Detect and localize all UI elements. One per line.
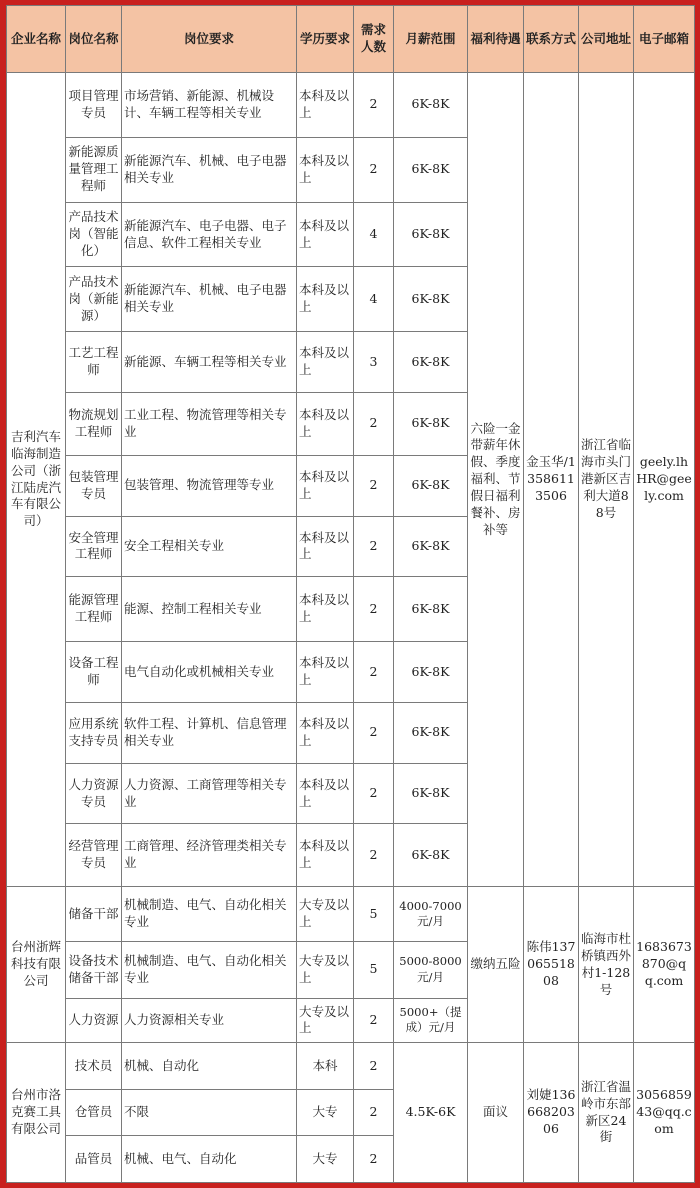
- job-education: 本科及以上: [297, 516, 354, 577]
- company-benefits: 六险一金带薪年休假、季度福利、节假日福利餐补、房补等: [468, 73, 524, 887]
- job-salary: 6K-8K: [394, 393, 468, 456]
- job-title: 应用系统支持专员: [66, 702, 122, 763]
- job-requirement: 机械、自动化: [122, 1043, 297, 1090]
- header-benefits: 福利待遇: [468, 6, 524, 73]
- job-requirement: 能源、控制工程相关专业: [122, 577, 297, 642]
- job-education: 本科及以上: [297, 267, 354, 332]
- job-count: 2: [354, 642, 394, 703]
- table-row: [7, 887, 695, 942]
- job-title: 设备技术储备干部: [66, 941, 122, 998]
- table-row: [7, 73, 695, 138]
- job-count: 3: [354, 332, 394, 393]
- job-count: 2: [354, 393, 394, 456]
- job-count: 5: [354, 887, 394, 942]
- job-title: 人力资源专员: [66, 763, 122, 824]
- job-requirement: 人力资源相关专业: [122, 998, 297, 1043]
- job-salary: 6K-8K: [394, 763, 468, 824]
- job-salary: 6K-8K: [394, 516, 468, 577]
- job-count: 2: [354, 763, 394, 824]
- job-education: 本科及以上: [297, 393, 354, 456]
- job-requirement: 不限: [122, 1089, 297, 1136]
- job-title: 安全管理工程师: [66, 516, 122, 577]
- company-benefits: 缴纳五险: [468, 887, 524, 1043]
- job-title: 经营管理专员: [66, 824, 122, 887]
- job-count: 2: [354, 577, 394, 642]
- company-email: geely.lhHR@geely.com: [634, 73, 695, 887]
- company-address: 浙江省临海市头门港新区吉利大道88号: [579, 73, 634, 887]
- company-address: 浙江省温岭市东部新区24街: [579, 1043, 634, 1183]
- header-requirements: 岗位要求: [122, 6, 297, 73]
- header-salary: 月薪范围: [394, 6, 468, 73]
- job-requirement: 电气自动化或机械相关专业: [122, 642, 297, 703]
- job-salary: 6K-8K: [394, 702, 468, 763]
- job-salary: 6K-8K: [394, 267, 468, 332]
- job-salary: 6K-8K: [394, 642, 468, 703]
- job-title: 仓管员: [66, 1089, 122, 1136]
- job-salary: 5000-8000元/月: [394, 941, 468, 998]
- company-salary: 4.5K-6K: [394, 1043, 468, 1183]
- job-title: 能源管理工程师: [66, 577, 122, 642]
- job-count: 2: [354, 1089, 394, 1136]
- job-requirement: 新能源、车辆工程等相关专业: [122, 332, 297, 393]
- job-salary: 6K-8K: [394, 577, 468, 642]
- job-requirement: 机械制造、电气、自动化相关专业: [122, 941, 297, 998]
- company-address: 临海市杜桥镇西外村1-128号: [579, 887, 634, 1043]
- company-name: 吉利汽车临海制造公司（浙江陆虎汽车有限公司）: [7, 73, 66, 887]
- job-requirement: 软件工程、计算机、信息管理相关专业: [122, 702, 297, 763]
- job-education: 本科: [297, 1043, 354, 1090]
- job-requirement: 机械、电气、自动化: [122, 1136, 297, 1183]
- company-name: 台州浙辉科技有限公司: [7, 887, 66, 1043]
- job-salary: 4000-7000元/月: [394, 887, 468, 942]
- company-name: 台州市洛克赛工具有限公司: [7, 1043, 66, 1183]
- company-email: 1683673870@qq.com: [634, 887, 695, 1043]
- job-education: 本科及以上: [297, 332, 354, 393]
- job-requirement: 市场营销、新能源、机械设计、车辆工程等相关专业: [122, 73, 297, 138]
- job-title: 储备干部: [66, 887, 122, 942]
- job-education: 本科及以上: [297, 202, 354, 267]
- job-requirement: 人力资源、工商管理等相关专业: [122, 763, 297, 824]
- job-requirement: 包装管理、物流管理等专业: [122, 455, 297, 516]
- job-education: 本科及以上: [297, 642, 354, 703]
- job-title: 产品技术岗（新能源）: [66, 267, 122, 332]
- job-salary: 6K-8K: [394, 202, 468, 267]
- job-salary: 6K-8K: [394, 455, 468, 516]
- job-title: 工艺工程师: [66, 332, 122, 393]
- job-requirement: 新能源汽车、电子电器、电子信息、软件工程相关专业: [122, 202, 297, 267]
- job-count: 2: [354, 702, 394, 763]
- job-count: 2: [354, 455, 394, 516]
- company-benefits: 面议: [468, 1043, 524, 1183]
- job-salary: 5000+（提成）元/月: [394, 998, 468, 1043]
- job-title: 人力资源: [66, 998, 122, 1043]
- job-title: 物流规划工程师: [66, 393, 122, 456]
- job-requirement: 工业工程、物流管理等相关专业: [122, 393, 297, 456]
- job-education: 大专: [297, 1136, 354, 1183]
- job-education: 大专及以上: [297, 998, 354, 1043]
- job-count: 2: [354, 137, 394, 202]
- job-count: 2: [354, 1043, 394, 1090]
- job-education: 本科及以上: [297, 702, 354, 763]
- job-requirement: 新能源汽车、机械、电子电器相关专业: [122, 267, 297, 332]
- job-count: 4: [354, 267, 394, 332]
- job-count: 4: [354, 202, 394, 267]
- job-title: 设备工程师: [66, 642, 122, 703]
- job-education: 大专及以上: [297, 941, 354, 998]
- header-count: 需求人数: [354, 6, 394, 73]
- table-row: [7, 1043, 695, 1090]
- job-title: 新能源质量管理工程师: [66, 137, 122, 202]
- header-email: 电子邮箱: [634, 6, 695, 73]
- header-address: 公司地址: [579, 6, 634, 73]
- header-education: 学历要求: [297, 6, 354, 73]
- job-salary: 6K-8K: [394, 137, 468, 202]
- company-email: 305685943@qq.com: [634, 1043, 695, 1183]
- job-title: 技术员: [66, 1043, 122, 1090]
- job-education: 本科及以上: [297, 577, 354, 642]
- job-listing-table: [6, 5, 695, 1183]
- company-contact: 刘婕13666820306: [524, 1043, 579, 1183]
- job-count: 2: [354, 824, 394, 887]
- job-education: 本科及以上: [297, 73, 354, 138]
- job-education: 本科及以上: [297, 824, 354, 887]
- company-contact: 金玉华/13586113506: [524, 73, 579, 887]
- header-contact: 联系方式: [524, 6, 579, 73]
- job-listing-table-frame: [6, 5, 694, 1183]
- job-salary: 6K-8K: [394, 73, 468, 138]
- job-requirement: 工商管理、经济管理类相关专业: [122, 824, 297, 887]
- job-education: 本科及以上: [297, 763, 354, 824]
- job-count: 2: [354, 73, 394, 138]
- job-salary: 6K-8K: [394, 332, 468, 393]
- company-contact: 陈伟13706551808: [524, 887, 579, 1043]
- header-position: 岗位名称: [66, 6, 122, 73]
- job-salary: 6K-8K: [394, 824, 468, 887]
- job-education: 大专及以上: [297, 887, 354, 942]
- job-title: 产品技术岗（智能化）: [66, 202, 122, 267]
- header-company: 企业名称: [7, 6, 66, 73]
- job-requirement: 新能源汽车、机械、电子电器相关专业: [122, 137, 297, 202]
- job-count: 2: [354, 516, 394, 577]
- job-requirement: 机械制造、电气、自动化相关专业: [122, 887, 297, 942]
- job-count: 2: [354, 998, 394, 1043]
- job-title: 包装管理专员: [66, 455, 122, 516]
- job-education: 本科及以上: [297, 455, 354, 516]
- job-count: 5: [354, 941, 394, 998]
- job-requirement: 安全工程相关专业: [122, 516, 297, 577]
- job-title: 品管员: [66, 1136, 122, 1183]
- job-title: 项目管理专员: [66, 73, 122, 138]
- header-row: [7, 6, 695, 73]
- job-education: 大专: [297, 1089, 354, 1136]
- job-count: 2: [354, 1136, 394, 1183]
- job-education: 本科及以上: [297, 137, 354, 202]
